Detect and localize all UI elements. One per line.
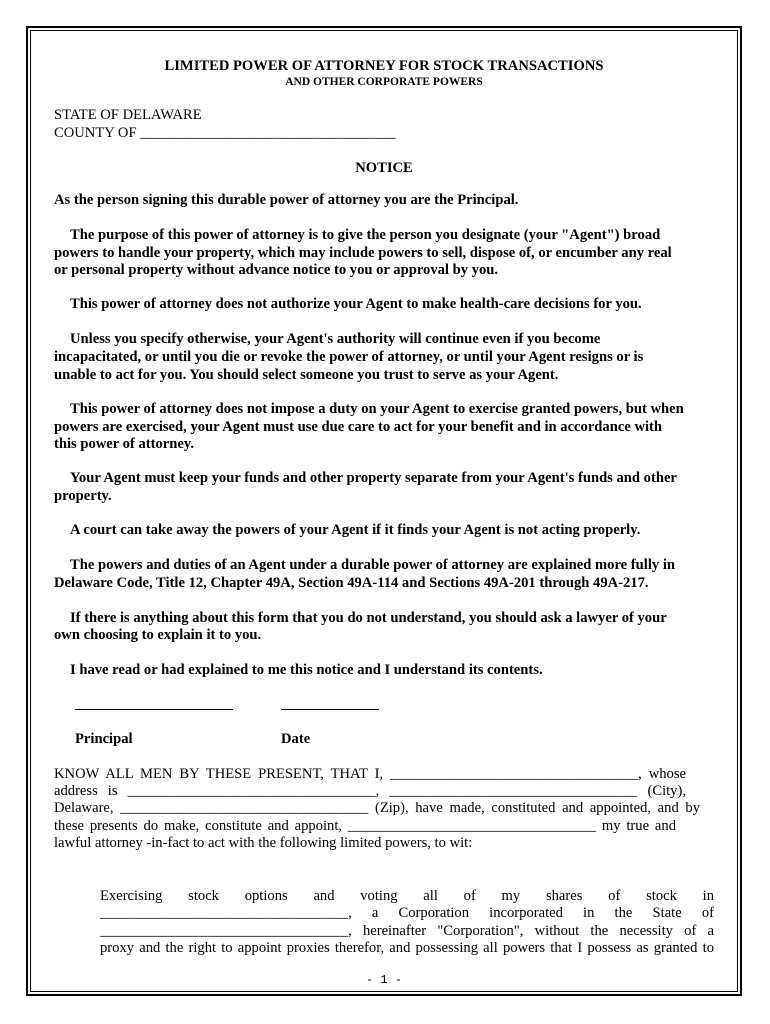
- principal-label: Principal: [75, 731, 133, 747]
- notice-line: Delaware Code, Title 12, Chapter 49A, Section 49A-114 and Sections 49A-201 through 49A-217.: [54, 575, 649, 591]
- notice-line: or personal property without advance notice to you or approval by you.: [54, 262, 499, 278]
- grant-line: these presents do make, constitute and appoint, __________________________________ my true and: [54, 818, 676, 834]
- document-subtitle: AND OTHER CORPORATE POWERS: [285, 76, 483, 88]
- notice-line: The purpose of this power of attorney is to give the person you designate (your "Agent") broad: [70, 227, 661, 243]
- principal-signature-line[interactable]: [75, 709, 233, 710]
- grant-line: Delaware, __________________________________ (Zip), have made, constituted and appointed, and by: [54, 800, 700, 816]
- notice-line: incapacitated, or until you die or revoke the power of attorney, or until your Agent resigns or is: [54, 349, 644, 365]
- notice-heading: NOTICE: [355, 160, 413, 176]
- venue-state: STATE OF DELAWARE: [54, 107, 202, 123]
- notice-line: A court can take away the powers of your Agent if it finds your Agent is not acting properly.: [70, 522, 641, 538]
- notice-line: own choosing to explain it to you.: [54, 627, 262, 643]
- notice-line: Unless you specify otherwise, your Agent's authority will continue even if you become: [70, 331, 601, 347]
- document-title: LIMITED POWER OF ATTORNEY FOR STOCK TRANSACTIONS: [164, 58, 604, 74]
- notice-line: If there is anything about this form that you do not understand, you should ask a lawyer of your: [70, 610, 667, 626]
- notice-line: powers are exercised, your Agent must use due care to act for your benefit and in accordance with: [54, 419, 663, 435]
- notice-line: this power of attorney.: [54, 436, 194, 452]
- grant-line: KNOW ALL MEN BY THESE PRESENT, THAT I, __________________________________, whose: [54, 766, 686, 782]
- date-label: Date: [281, 731, 311, 747]
- grant-line: lawful attorney -in-fact to act with the following limited powers, to wit:: [54, 835, 473, 851]
- notice-line: Your Agent must keep your funds and other property separate from your Agent's funds and other: [70, 470, 677, 486]
- date-signature-line[interactable]: [281, 709, 379, 710]
- notice-line: property.: [54, 488, 112, 504]
- powers-line: __________________________________, hereinafter "Corporation", without the necessity of a: [100, 923, 714, 939]
- powers-line: Exercising stock options and voting all of my shares of stock in: [100, 888, 714, 904]
- notice-line: unable to act for you. You should select someone you trust to serve as your Agent.: [54, 367, 559, 383]
- notice-line: This power of attorney does not authorize your Agent to make health-care decisions for you.: [70, 296, 642, 312]
- notice-line: As the person signing this durable power of attorney you are the Principal.: [54, 192, 519, 208]
- notice-line: I have read or had explained to me this notice and I understand its contents.: [70, 662, 543, 678]
- grant-line: address is __________________________________, __________________________________ (City),: [54, 783, 686, 799]
- notice-line: This power of attorney does not impose a duty on your Agent to exercise granted powers, but when: [70, 401, 684, 417]
- powers-line: proxy and the right to appoint proxies therefor, and possessing all powers that I possess as granted to: [100, 940, 714, 956]
- notice-line: powers to handle your property, which may include powers to sell, dispose of, or encumber any real: [54, 245, 672, 261]
- page-number: - 1 -: [365, 973, 402, 987]
- powers-line: __________________________________, a Corporation incorporated in the State of: [100, 905, 714, 921]
- venue-county: COUNTY OF ___________________________________: [54, 125, 396, 141]
- notice-line: The powers and duties of an Agent under a durable power of attorney are explained more fully in: [70, 557, 675, 573]
